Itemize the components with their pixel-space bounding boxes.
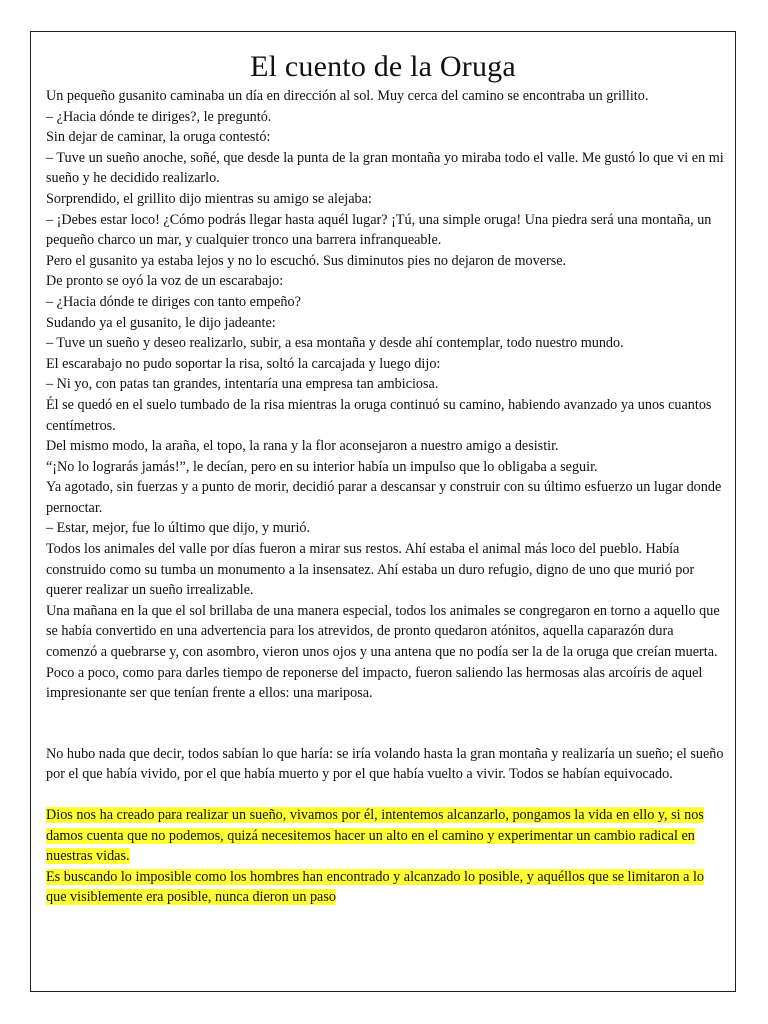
story-paragraph: – Tuve un sueño y deseo realizarlo, subir, a esa montaña y desde ahí contemplar, todo nuestro mundo. bbox=[46, 335, 624, 352]
story-paragraph: Poco a poco, como para darles tiempo de reponerse del impacto, fueron saliendo las hermosas alas arcoíris de aquel impresionante ser que tenían frente a ellos: una mariposa. bbox=[46, 664, 703, 702]
closing-paragraph: No hubo nada que decir, todos sabían lo que haría: se iría volando hasta la gran montaña y realizaría un sueño; el sueño por el que había vivido, por el que había muerto y por el que había vuelto a vivir. Todos se habían equivocado. bbox=[46, 745, 724, 783]
story-paragraph: Un pequeño gusanito caminaba un día en dirección al sol. Muy cerca del camino se encontraba un grillito. bbox=[46, 88, 649, 104]
story-paragraph: Pero el gusanito ya estaba lejos y no lo escuchó. Sus diminutos pies no dejaron de moverse. bbox=[46, 252, 567, 269]
story-paragraph: Una mañana en la que el sol brillaba de una manera especial, todos los animales se congregaron en torno a aquello que se había convertido en una advertencia para los atrevidos, de pronto quedaron atónitos, aquella caparazón dura comenzó a quebrarse y, con asombro, vieron unos ojos y una antena que no podía ser la de la oruga que creían muerta. bbox=[46, 602, 720, 661]
story-paragraph: – ¿Hacia dónde te diriges?, le preguntó. bbox=[46, 108, 272, 125]
story-paragraph: Sorprendido, el grillito dijo mientras su amigo se alejaba: bbox=[46, 190, 372, 207]
paragraph-spacer bbox=[46, 785, 726, 805]
highlighted-paragraph bbox=[46, 867, 726, 908]
highlighted-paragraph bbox=[46, 805, 726, 867]
document-page bbox=[30, 31, 736, 992]
paragraph-spacer bbox=[46, 704, 726, 744]
story-paragraph: – Tuve un sueño anoche, soñé, que desde la punta de la gran montaña yo miraba todo el valle. Me gustó lo que vi en mi sueño y he decidido realizarlo. bbox=[46, 149, 724, 187]
story-paragraph: – Estar, mejor, fue lo último que dijo, y murió. bbox=[46, 520, 311, 537]
story-paragraph: – Ni yo, con patas tan grandes, intentaría una empresa tan ambiciosa. bbox=[46, 376, 439, 393]
story-paragraph: – ¡Debes estar loco! ¿Cómo podrás llegar hasta aquél lugar? ¡Tú, una simple oruga! Una piedra será una montaña, un pequeño charco un mar, y cualquier tronco una barrera infranqueable. bbox=[46, 211, 712, 249]
story-paragraph: Sudando ya el gusanito, le dijo jadeante: bbox=[46, 314, 276, 331]
document-title: El cuento de la Oruga bbox=[250, 50, 516, 83]
story-paragraph: – ¿Hacia dónde te diriges con tanto empeño? bbox=[46, 293, 301, 310]
story-paragraph: Del mismo modo, la araña, el topo, la rana y la flor aconsejaron a nuestro amigo a desistir. bbox=[46, 438, 559, 455]
story-paragraph: “¡No lo lograrás jamás!”, le decían, pero en su interior había un impulso que lo obligaba a seguir. bbox=[46, 458, 598, 475]
highlighted-text: Dios nos ha creado para realizar un sueño, vivamos por él, intentemos alcanzarlo, pongamos la vida en ello y, si nos damos cuenta que no podemos, quizá necesitemos hacer un alto en el camino y experimentar un cambio radical en nuestras vidas. bbox=[46, 807, 704, 865]
highlighted-text: Es buscando lo imposible como los hombres han encontrado y alcanzado lo posible, y aquéllos que se limitaron a lo que visiblemente era posible, nunca dieron un paso bbox=[46, 868, 704, 906]
story-paragraph: El escarabajo no pudo soportar la risa, soltó la carcajada y luego dijo: bbox=[46, 355, 441, 372]
story-body bbox=[46, 86, 726, 908]
story-paragraph: De pronto se oyó la voz de un escarabajo: bbox=[46, 273, 284, 290]
story-paragraph: Sin dejar de caminar, la oruga contestó: bbox=[46, 129, 271, 146]
story-paragraph: Ya agotado, sin fuerzas y a punto de morir, decidió parar a descansar y construir con su último esfuerzo un lugar donde pernoctar. bbox=[46, 479, 722, 516]
story-paragraph: Todos los animales del valle por días fueron a mirar sus restos. Ahí estaba el animal más loco del pueblo. Había construido como su tumba un monumento a la insensatez. Ahí estaba un duro refugio, digno de uno que murió por querer realizar un sueño irrealizable. bbox=[46, 541, 695, 599]
story-paragraph: Él se quedó en el suelo tumbado de la risa mientras la oruga continuó su camino, habiendo avanzado ya unos cuantos centímetros. bbox=[46, 396, 712, 434]
